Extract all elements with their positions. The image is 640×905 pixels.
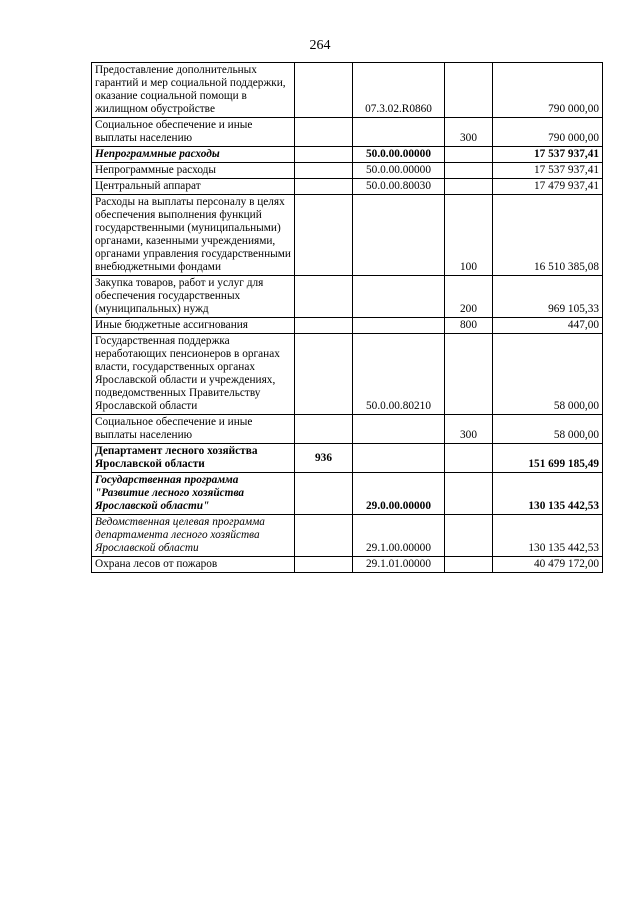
row-name: Закупка товаров, работ и услуг для обеспечения государственных (муниципальных) нужд [92, 276, 295, 318]
row-target-code: 29.0.00.00000 [353, 473, 445, 515]
row-target-code [353, 444, 445, 473]
row-ministry-code [295, 473, 353, 515]
row-ministry-code [295, 334, 353, 415]
row-target-code: 50.0.00.80210 [353, 334, 445, 415]
table-row [92, 318, 603, 334]
table-row [92, 147, 603, 163]
row-ministry-code [295, 163, 353, 179]
row-target-code: 50.0.00.00000 [353, 147, 445, 163]
row-sum: 16 510 385,08 [493, 195, 603, 276]
row-ministry-code [295, 63, 353, 118]
row-sum: 40 479 172,00 [493, 557, 603, 573]
row-ministry-code [295, 147, 353, 163]
row-expense-type [445, 444, 493, 473]
row-expense-type: 200 [445, 276, 493, 318]
row-name: Ведомственная целевая программа департамента лесного хозяйства Ярославской области [92, 515, 295, 557]
table-row [92, 444, 603, 473]
row-target-code: 50.0.00.80030 [353, 179, 445, 195]
row-target-code: 07.3.02.R0860 [353, 63, 445, 118]
row-name: Расходы на выплаты персоналу в целях обеспечения выполнения функций государственными (муниципальными) органами, казенными учреждениями, органами управления государственными внебюджетными фондами [92, 195, 295, 276]
row-target-code: 50.0.00.00000 [353, 163, 445, 179]
table-row [92, 415, 603, 444]
row-expense-type [445, 473, 493, 515]
row-target-code [353, 195, 445, 276]
page-number: 264 [309, 38, 331, 53]
row-sum: 130 135 442,53 [493, 515, 603, 557]
table-row [92, 179, 603, 195]
row-sum: 447,00 [493, 318, 603, 334]
row-name: Государственная поддержка неработающих пенсионеров в органах власти, государственных органах Ярославской области и учреждениях, подведомственных Правительству Ярославской области [92, 334, 295, 415]
row-sum: 130 135 442,53 [493, 473, 603, 515]
row-ministry-code [295, 318, 353, 334]
row-name: Непрограммные расходы [92, 147, 295, 163]
budget-table-body [92, 63, 603, 573]
row-target-code [353, 118, 445, 147]
row-sum: 969 105,33 [493, 276, 603, 318]
row-sum: 58 000,00 [493, 334, 603, 415]
row-expense-type [445, 179, 493, 195]
table-row [92, 63, 603, 118]
row-ministry-code [295, 415, 353, 444]
table-row [92, 195, 603, 276]
row-target-code: 29.1.00.00000 [353, 515, 445, 557]
row-expense-type: 300 [445, 415, 493, 444]
table-row [92, 334, 603, 415]
row-ministry-code [295, 195, 353, 276]
row-expense-type [445, 63, 493, 118]
table-row [92, 473, 603, 515]
row-name: Центральный аппарат [92, 179, 295, 195]
row-target-code: 29.1.01.00000 [353, 557, 445, 573]
row-name: Департамент лесного хозяйства Ярославской области [92, 444, 295, 473]
table-row [92, 276, 603, 318]
row-target-code [353, 318, 445, 334]
row-sum: 17 479 937,41 [493, 179, 603, 195]
row-name: Охрана лесов от пожаров [92, 557, 295, 573]
row-expense-type [445, 147, 493, 163]
row-name: Предоставление дополнительных гарантий и мер социальной поддержки, оказание социальной помощи в жилищном обустройстве [92, 63, 295, 118]
row-target-code [353, 276, 445, 318]
row-ministry-code [295, 179, 353, 195]
row-ministry-code: 936 [295, 444, 353, 473]
table-row [92, 163, 603, 179]
row-sum: 17 537 937,41 [493, 147, 603, 163]
row-expense-type [445, 515, 493, 557]
row-name: Непрограммные расходы [92, 163, 295, 179]
row-expense-type [445, 334, 493, 415]
row-sum: 58 000,00 [493, 415, 603, 444]
row-sum: 790 000,00 [493, 63, 603, 118]
row-sum: 790 000,00 [493, 118, 603, 147]
row-sum: 151 699 185,49 [493, 444, 603, 473]
budget-table [91, 62, 603, 573]
row-target-code [353, 415, 445, 444]
table-row [92, 515, 603, 557]
row-ministry-code [295, 557, 353, 573]
row-ministry-code [295, 276, 353, 318]
row-name: Социальное обеспечение и иные выплаты населению [92, 415, 295, 444]
row-name: Социальное обеспечение и иные выплаты населению [92, 118, 295, 147]
table-row [92, 557, 603, 573]
row-expense-type: 800 [445, 318, 493, 334]
row-expense-type: 100 [445, 195, 493, 276]
row-expense-type: 300 [445, 118, 493, 147]
row-expense-type [445, 557, 493, 573]
row-name: Иные бюджетные ассигнования [92, 318, 295, 334]
row-name: Государственная программа "Развитие лесного хозяйства Ярославской области" [92, 473, 295, 515]
row-expense-type [445, 163, 493, 179]
row-ministry-code [295, 515, 353, 557]
row-ministry-code [295, 118, 353, 147]
table-row [92, 118, 603, 147]
row-sum: 17 537 937,41 [493, 163, 603, 179]
